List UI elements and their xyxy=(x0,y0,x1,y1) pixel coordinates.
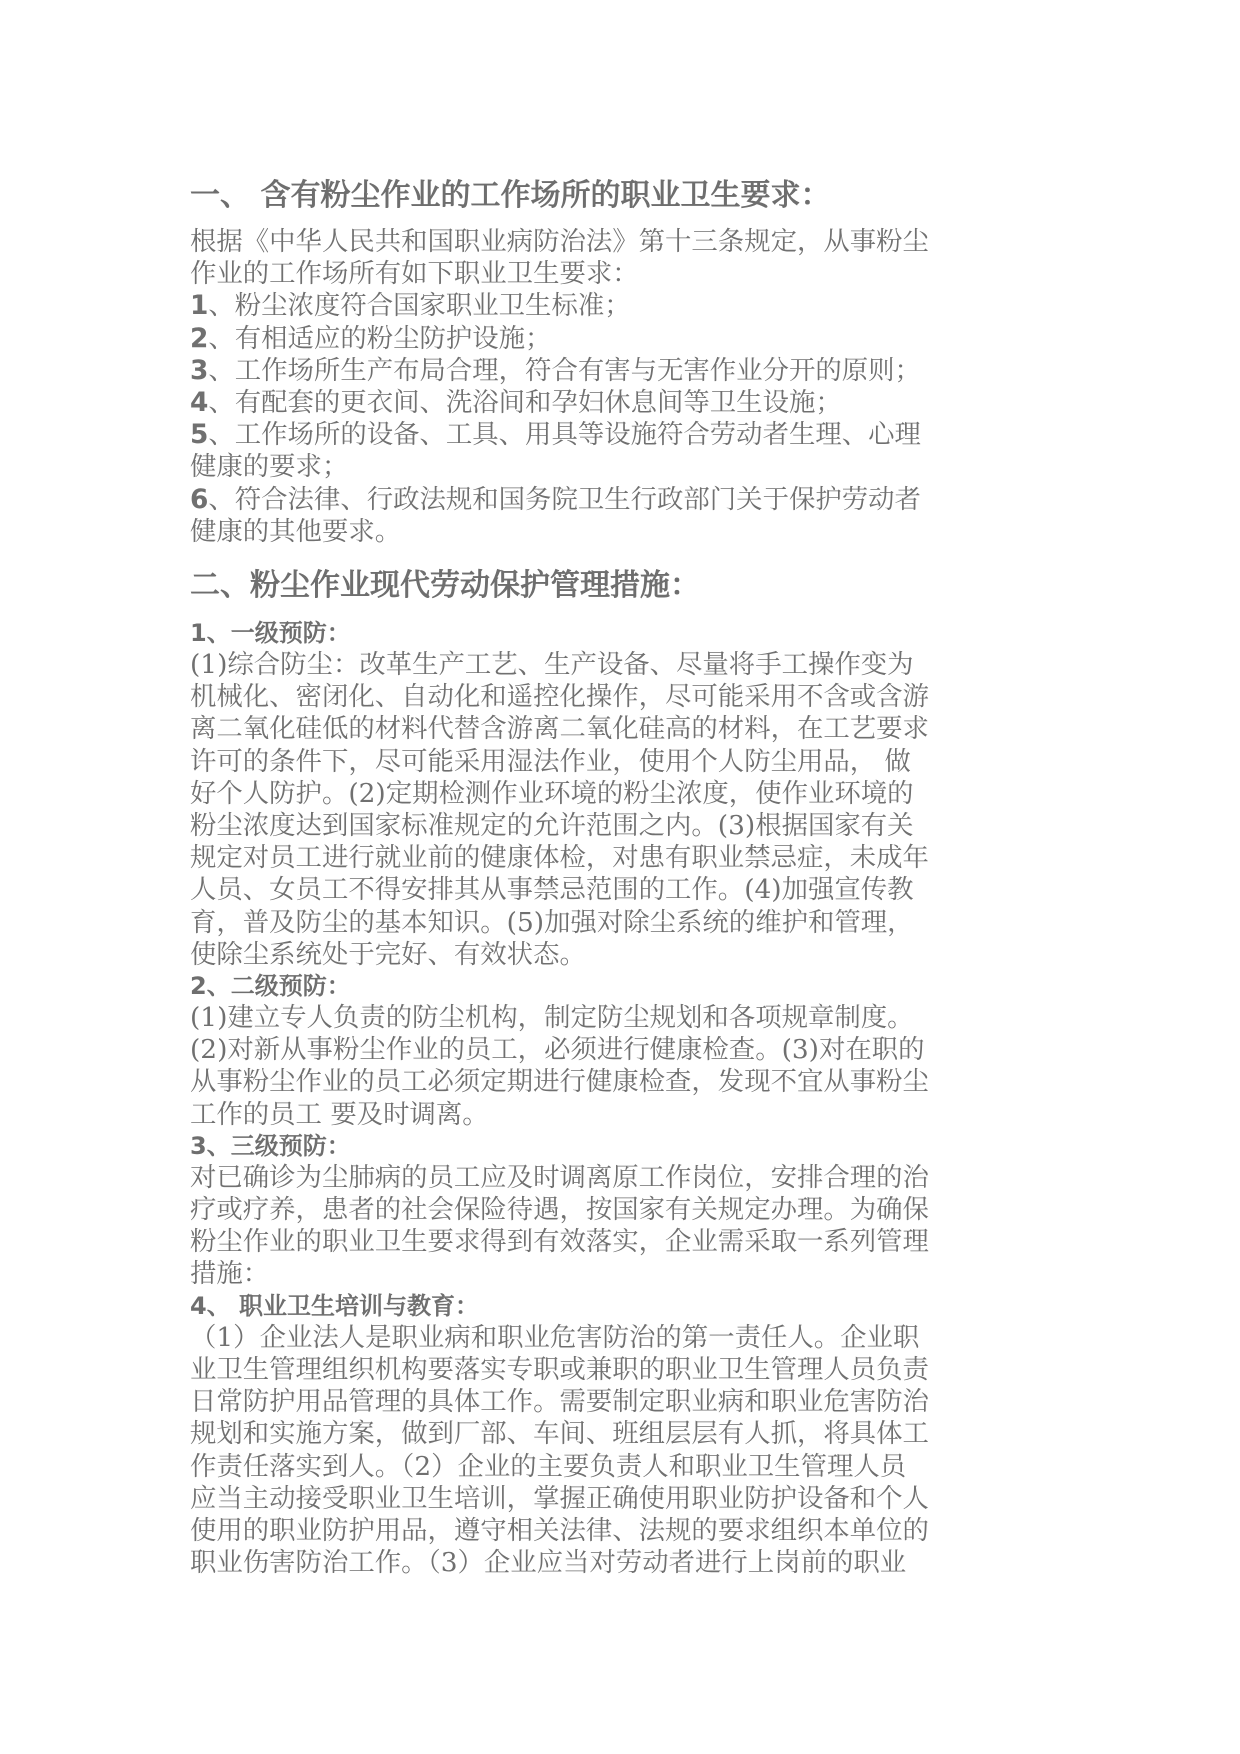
item-text: 、工作场所的设备、工具、用具等设施符合劳动者生理、心理 xyxy=(208,419,921,451)
item-text: 、符合法律、行政法规和国务院卫生行政部门关于保护劳动者 xyxy=(208,483,921,515)
subsection-3-heading: 3、三级预防： xyxy=(190,1131,351,1160)
section-2-heading: 二、粉尘作业现代劳动保护管理措施： xyxy=(190,568,700,604)
document-body xyxy=(190,176,1070,1579)
body-line: 好个人防护。(2)定期检测作业环境的粉尘浓度，使作业环境的 xyxy=(190,777,914,809)
section-1-heading: 一、 含有粉尘作业的工作场所的职业卫生要求： xyxy=(190,178,831,213)
body-line: 作责任落实到人。（2）企业的主要负责人和职业卫生管理人员 xyxy=(190,1450,907,1482)
item-text: 、有配套的更衣间、洗浴间和孕妇休息间等卫生设施； xyxy=(208,387,842,419)
body-line: 机械化、密闭化、自动化和遥控化操作，尽可能采用不含或含游 xyxy=(190,681,929,713)
body-line: 育，普及防尘的基本知识。(5)加强对除尘系统的维护和管理， xyxy=(190,906,914,938)
body-line: (1)综合防尘：改革生产工艺、生产设备、尽量将手工操作变为 xyxy=(190,649,914,681)
item-number: 4 xyxy=(190,387,209,419)
body-line: （1）企业法人是职业病和职业危害防治的第一责任人。企业职 xyxy=(190,1321,920,1353)
list-item xyxy=(190,387,1070,419)
list-item xyxy=(190,355,1070,387)
list-item-continuation: 健康的要求； xyxy=(190,451,349,483)
body-line: 规划和实施方案，做到厂部、车间、班组层层有人抓，将具体工 xyxy=(190,1418,929,1450)
body-line: 对已确诊为尘肺病的员工应及时调离原工作岗位，安排合理的治 xyxy=(190,1161,929,1193)
subsection-1-body xyxy=(190,649,1070,971)
item-number: 5 xyxy=(190,419,209,451)
body-line: 业卫生管理组织机构要落实专职或兼职的职业卫生管理人员负责 xyxy=(190,1353,929,1385)
subsection-3-body xyxy=(190,1162,1070,1291)
body-line: 粉尘作业的职业卫生要求得到有效落实，企业需采取一系列管理 xyxy=(190,1226,929,1258)
item-text: 、有相适应的粉尘防护设施； xyxy=(208,322,552,354)
subsection-2-body xyxy=(190,1002,1070,1131)
item-number: 3 xyxy=(190,354,209,386)
subsection-4-heading: 4、 职业卫生培训与教育： xyxy=(190,1291,480,1320)
list-item xyxy=(190,290,1070,322)
body-line: 规定对员工进行就业前的健康体检，对患有职业禁忌症，未成年 xyxy=(190,842,929,874)
item-text: 、工作场所生产布局合理，符合有害与无害作业分开的原则； xyxy=(208,354,921,386)
body-line: 措施： xyxy=(190,1258,270,1290)
intro-line: 根据《中华人民共和国职业病防治法》第十三条规定，从事粉尘 xyxy=(190,226,929,257)
subsection-1-heading: 1、一级预防： xyxy=(190,619,351,648)
body-line: 离二氧化硅低的材料代替含游离二氧化硅高的材料，在工艺要求 xyxy=(190,713,929,745)
item-number: 2 xyxy=(190,322,209,354)
list-item xyxy=(190,484,1070,516)
body-line: (2)对新从事粉尘作业的员工，必须进行健康检查。(3)对在职的 xyxy=(190,1034,925,1066)
subsection-4-body xyxy=(190,1322,1070,1580)
body-line: 工作的员工 要及时调离。 xyxy=(190,1098,489,1130)
section-1-intro xyxy=(190,226,1070,290)
body-line: 许可的条件下，尽可能采用湿法作业，使用个人防尘用品， 做 xyxy=(190,745,911,777)
requirements-list xyxy=(190,290,1070,548)
list-item xyxy=(190,323,1070,355)
body-line: 日常防护用品管理的具体工作。需要制定职业病和职业危害防治 xyxy=(190,1386,929,1418)
intro-line: 作业的工作场所有如下职业卫生要求： xyxy=(190,258,639,290)
item-number: 6 xyxy=(190,483,209,515)
subsection-2-heading: 2、二级预防： xyxy=(190,972,351,1001)
item-number: 1 xyxy=(190,290,209,322)
body-line: 职业伤害防治工作。（3）企业应当对劳动者进行上岗前的职业 xyxy=(190,1547,907,1579)
list-item xyxy=(190,419,1070,451)
body-line: 使用的职业防护用品，遵守相关法律、法规的要求组织本单位的 xyxy=(190,1514,929,1546)
body-line: 从事粉尘作业的员工必须定期进行健康检查，发现不宜从事粉尘 xyxy=(190,1066,929,1098)
body-line: 粉尘浓度达到国家标准规定的允许范围之内。(3)根据国家有关 xyxy=(190,810,914,842)
item-text: 、粉尘浓度符合国家职业卫生标准； xyxy=(208,290,631,322)
list-item-continuation: 健康的其他要求。 xyxy=(190,515,402,547)
body-line: 使除尘系统处于完好、有效状态。 xyxy=(190,938,586,970)
body-line: 疗或疗养，患者的社会保险待遇，按国家有关规定办理。为确保 xyxy=(190,1194,929,1226)
body-line: (1)建立专人负责的防尘机构，制定防尘规划和各项规章制度。 xyxy=(190,1002,914,1034)
body-line: 人员、女员工不得安排其从事禁忌范围的工作。(4)加强宣传教 xyxy=(190,874,914,906)
body-line: 应当主动接受职业卫生培训，掌握正确使用职业防护设备和个人 xyxy=(190,1482,929,1514)
